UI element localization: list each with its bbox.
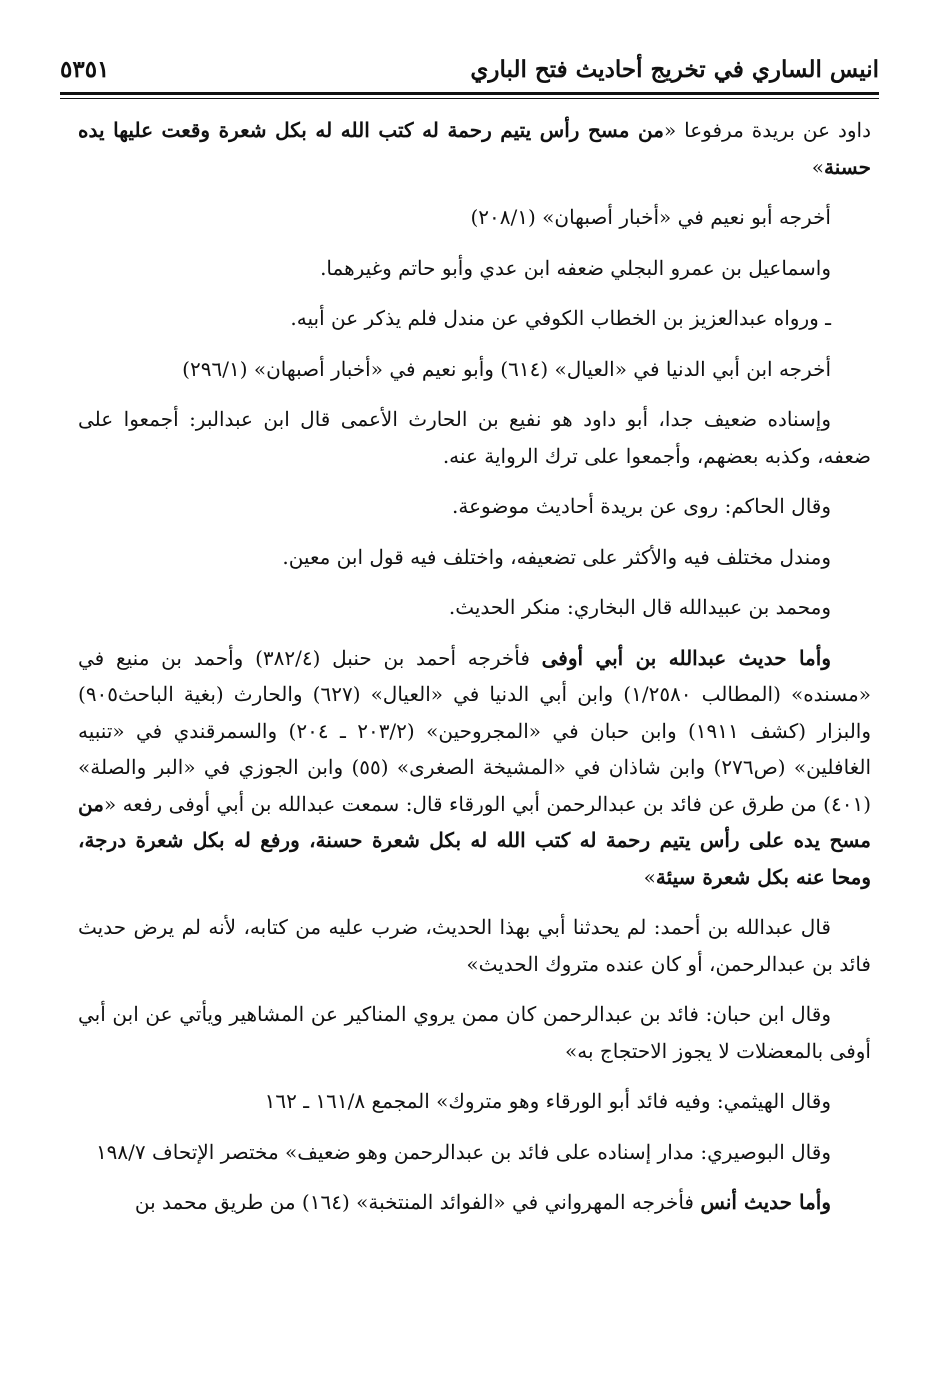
text-run: ومحمد بن عبيدالله قال البخاري: منكر الحديث. (448, 595, 831, 619)
paragraph (78, 1134, 871, 1171)
paragraph (78, 996, 871, 1069)
paragraph (78, 199, 871, 236)
paragraph (78, 1184, 871, 1221)
page-number: ٥٣٥١ (60, 56, 110, 83)
text-run: ومندل مختلف فيه والأكثر على تضعيفه، واختلف فيه قول ابن معين. (282, 544, 831, 569)
paragraph (78, 640, 871, 896)
running-title: انيس الساري في تخريج أحاديث فتح الباري (470, 56, 879, 83)
paragraph (78, 300, 871, 337)
bold-text-run: وأما حديث عبدالله بن أبي أوفى (541, 645, 831, 670)
paragraph (78, 250, 871, 287)
text-run: وقال ابن حبان: فائد بن عبدالرحمن كان ممن يروي المناكير عن المشاهير ويأتي عن ابن أبي أوفى بالمعضلات لا يجوز الاحتجاج به» (78, 1002, 871, 1063)
text-run: وقال البوصيري: مدار إسناده على فائد بن عبدالرحمن وهو ضعيف» مختصر الإتحاف ١٩٨/٧ (95, 1139, 831, 1164)
text-run: أخرجه ابن أبي الدنيا في «العيال» (٦١٤) وأبو نعيم في «أخبار أصبهان» (٢٩٦/١) (182, 356, 831, 381)
page-header (60, 52, 879, 92)
bold-text-run: من مسح رأس يتيم رحمة له كتب الله له بكل شعرة وقعت عليها يده حسنة (78, 118, 871, 179)
paragraph (78, 401, 871, 474)
paragraph (78, 488, 871, 525)
text-run: قال عبدالله بن أحمد: لم يحدثنا أبي بهذا الحديث، ضرب عليه من كتابه، لأنه لم يرض حديث فائد بن عبدالرحمن، أو كان عنده متروك الحديث» (78, 915, 871, 976)
paragraph (78, 909, 871, 982)
page-body (78, 112, 871, 1235)
text-run: فأخرجه أحمد بن حنبل (٣٨٢/٤) وأحمد بن منيع في «مسنده» (المطالب ١/٢٥٨٠) وابن أبي الدنيا في «العيال» (٦٢٧) والحارث (بغية الباحث٩٠٥) والبزار (كشف ١٩١١) وابن حبان في «المجروحين» (٢٠٣/٢ ـ ٢٠٤) والسمرقندي في «تنبيه الغافلين» (ص٢٧٦) وابن شاذان في «المشيخة الصغرى» (٥٥) وابن الجوزي في «البر والصلة» (٤٠١) من طرق عن فائد بن عبدالرحمن أبي الورقاء قال: سمعت عبدالله بن أبي أوفى رفعه « (78, 645, 872, 816)
text-run: أخرجه أبو نعيم في «أخبار أصبهان» (٢٠٨/١) (470, 205, 831, 229)
text-run: » (811, 154, 825, 179)
bold-text-run: وأما حديث أنس (700, 1190, 831, 1214)
text-run: وقال الهيثمي: وفيه فائد أبو الورقاء وهو متروك» المجمع ١٦١/٨ ـ ١٦٢ (264, 1089, 831, 1113)
paragraph (78, 539, 871, 576)
header-rule-thin (60, 98, 879, 99)
text-run: وقال الحاكم: روى عن بريدة أحاديث موضوعة. (452, 494, 831, 518)
text-run: داود عن بريدة مرفوعا « (663, 118, 871, 142)
bold-text-run: من مسح يده على رأس يتيم رحمة له كتب الله له بكل شعرة حسنة، ورفع له بكل شعرة درجة، ومحا عنه بكل شعرة سيئة (78, 791, 871, 889)
text-run: واسماعيل بن عمرو البجلي ضعفه ابن عدي وأبو حاتم وغيرهما. (320, 255, 831, 280)
text-run: فأخرجه المهرواني في «الفوائد المنتخبة» (١٦٤) من طريق محمد بن (134, 1190, 701, 1214)
text-run: وإسناده ضعيف جدا، أبو داود هو نفيع بن الحارث الأعمى قال ابن عبدالبر: أجمعوا على ضعفه، وكذبه بعضهم، وأجمعوا على ترك الرواية عنه. (78, 407, 871, 468)
paragraph (78, 351, 871, 388)
text-run: ـ ورواه عبدالعزيز بن الخطاب الكوفي عن مندل فلم يذكر عن أبيه. (290, 306, 831, 330)
paragraph (78, 112, 871, 185)
text-run: » (643, 864, 656, 889)
header-rule (60, 92, 879, 95)
paragraph (78, 1083, 871, 1120)
paragraph (78, 589, 871, 626)
